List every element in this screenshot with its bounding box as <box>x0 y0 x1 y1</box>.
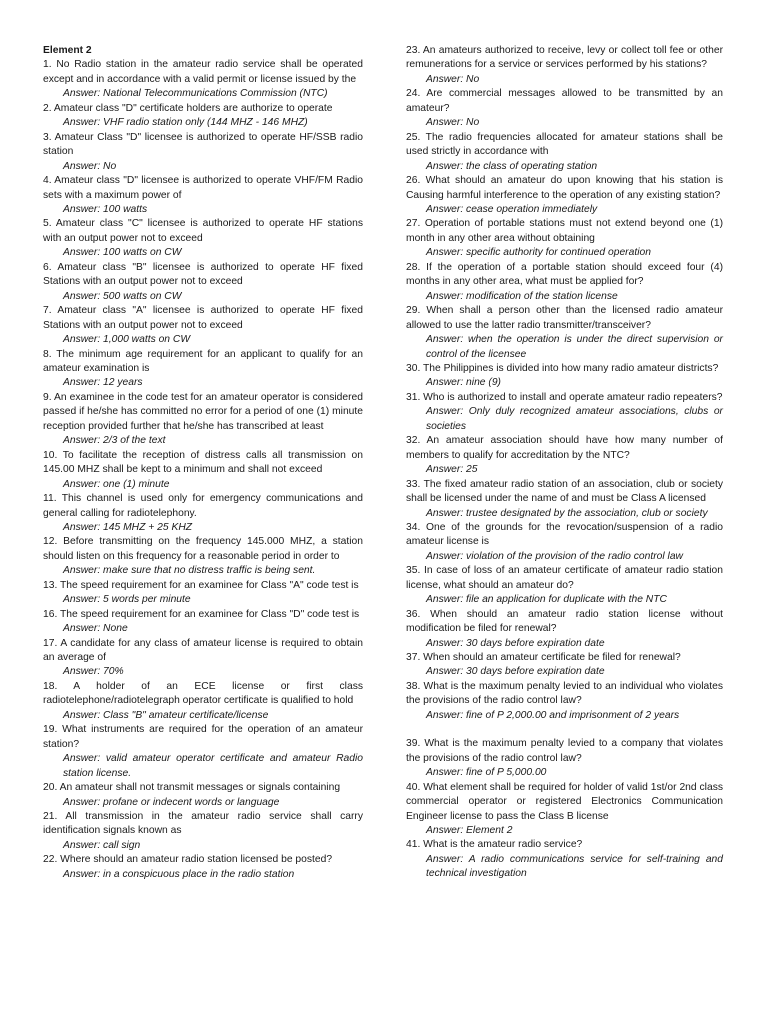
answer-text: Answer: 12 years <box>63 377 143 389</box>
qa-item <box>43 304 363 347</box>
answer-text: Answer: National Telecommunications Commission (NTC) <box>63 88 328 100</box>
question-text: 34. One of the grounds for the revocation/suspension of a radio amateur license is <box>406 521 723 548</box>
qa-item <box>406 838 723 881</box>
answer-text: Answer: trustee designated by the association, club or society <box>426 507 708 519</box>
answer-text: Answer: 70% <box>63 666 124 678</box>
question-text: 20. An amateur shall not transmit messages or signals containing <box>43 782 341 794</box>
qa-item <box>43 853 363 882</box>
answer-text: Answer: 145 MHZ + 25 KHZ <box>63 521 193 533</box>
answer-text: Answer: 100 watts on CW <box>63 247 182 259</box>
qa-item <box>43 449 363 492</box>
qa-item <box>406 304 723 362</box>
right-column <box>406 44 723 882</box>
question-text: 35. In case of loss of an amateur certificate of amateur radio station license, what should an amateur do? <box>406 565 723 591</box>
question-text: 27. Operation of portable stations must not extend beyond one (1) month in any other area without obtaining <box>406 218 723 244</box>
answer-text: Answer: in a conspicuous place in the radio station <box>63 868 295 880</box>
answer-text: Answer: cease operation immediately <box>426 203 598 215</box>
left-question-list <box>43 58 363 882</box>
question-text: 8. The minimum age requirement for an applicant to qualify for an amateur examination is <box>43 348 363 374</box>
qa-item <box>43 102 363 131</box>
question-text: 40. What element shall be required for holder of valid 1st/or 2nd class commercial operator or registered Electronics Communication Engineer license to pass the Class B license <box>406 781 723 822</box>
question-text: 19. What instruments are required for the operation of an amateur station? <box>43 724 363 750</box>
answer-text: Answer: fine of P 2,000.00 and imprisonment of 2 years <box>426 709 680 721</box>
qa-item <box>406 174 723 217</box>
qa-item <box>43 174 363 217</box>
answer-text: Answer: 30 days before expiration date <box>426 666 605 678</box>
answer-text: Answer: VHF radio station only (144 MHZ - 146 MHZ) <box>63 117 308 129</box>
right-question-list <box>406 44 723 882</box>
qa-item <box>43 608 363 637</box>
question-text: 29. When shall a person other than the licensed radio amateur allowed to use the latter radio transmitter/transceiver? <box>406 305 723 331</box>
answer-text: Answer: modification of the station license <box>426 290 618 302</box>
question-text: 1. No Radio station in the amateur radio service shall be operated except and in accordance with a valid permit or license issued by the <box>43 59 363 85</box>
question-text: 38. What is the maximum penalty levied to an individual who violates the provisions of the radio control law? <box>406 680 723 707</box>
question-text: 18. A holder of an ECE license or first class radiotelephone/radiotelegraph operator certificate is qualified to hold <box>43 680 363 707</box>
answer-text: Answer: specific authority for continued operation <box>426 247 651 259</box>
qa-item <box>406 391 723 434</box>
qa-item <box>406 478 723 521</box>
answer-text: Answer: A radio communications service for self-training and technical investigation <box>426 853 723 880</box>
answer-text: Answer: one (1) minute <box>63 478 170 490</box>
qa-item <box>43 781 363 810</box>
answer-text: Answer: Element 2 <box>426 825 513 837</box>
question-text: 21. All transmission in the amateur radio service shall carry identification signals known as <box>43 811 363 837</box>
qa-item <box>406 261 723 304</box>
answer-text: Answer: 30 days before expiration date <box>426 637 605 649</box>
qa-item <box>43 579 363 608</box>
qa-item <box>406 434 723 477</box>
qa-item <box>406 608 723 651</box>
question-text: 9. An examinee in the code test for an amateur operator is considered passed if he/she has committed no error for a period of one (1) minute reception provided further that he/she has transcribed at least <box>43 391 363 432</box>
qa-item <box>43 535 363 578</box>
page-title: Element 2 <box>43 45 92 56</box>
answer-text: Answer: 25 <box>426 464 478 476</box>
answer-text: Answer: when the operation is under the direct supervision or control of the licensee <box>426 334 723 360</box>
qa-item <box>43 637 363 680</box>
question-text: 7. Amateur class "A" licensee is authorized to operate HF fixed Stations with an output power not to exceed <box>43 305 363 331</box>
answer-text: Answer: 2/3 of the text <box>63 435 166 447</box>
question-text: 24. Are commercial messages allowed to be transmitted by an amateur? <box>406 88 723 114</box>
answer-text: Answer: 1,000 watts on CW <box>63 334 191 346</box>
answer-text: Answer: file an application for duplicate with the NTC <box>426 594 667 606</box>
answer-text: Answer: Class "B" amateur certificate/license <box>63 709 269 721</box>
qa-item <box>406 521 723 564</box>
qa-item <box>43 131 363 174</box>
question-text: 26. What should an amateur do upon knowing that his station is Causing harmful interference to the operation of any existing station? <box>406 175 723 201</box>
qa-item <box>406 564 723 607</box>
qa-item <box>406 217 723 260</box>
qa-item <box>43 810 363 853</box>
answer-text: Answer: 5 words per minute <box>63 594 191 606</box>
question-text: 33. The fixed amateur radio station of an association, club or society shall be licensed under the name of and must be Class A licensed <box>406 478 723 505</box>
qa-item <box>43 680 363 723</box>
qa-item <box>406 737 723 780</box>
qa-item <box>43 261 363 304</box>
answer-text: Answer: No <box>426 73 480 85</box>
qa-item <box>406 651 723 680</box>
question-text: 41. What is the amateur radio service? <box>406 839 583 851</box>
qa-item <box>406 44 723 87</box>
question-text: 28. If the operation of a portable station should exceed four (4) months in any other area, what must be applied for? <box>406 261 723 288</box>
question-text: 32. An amateur association should have how many number of members to qualify for accreditation by the NTC? <box>406 435 723 461</box>
qa-item <box>43 723 363 781</box>
question-text: 4. Amateur class "D" licensee is authorized to operate VHF/FM Radio sets with a maximum power of <box>43 175 363 201</box>
question-text: 5. Amateur class "C" licensee is authorized to operate HF stations with an output power not to exceed <box>43 218 363 244</box>
question-text: 22. Where should an amateur radio station licensed be posted? <box>43 854 333 866</box>
answer-text: Answer: profane or indecent words or language <box>63 796 280 808</box>
qa-item <box>406 362 723 391</box>
answer-text: Answer: 500 watts on CW <box>63 290 182 302</box>
qa-item <box>406 131 723 174</box>
question-text: 37. When should an amateur certificate be filed for renewal? <box>406 652 681 664</box>
answer-text: Answer: make sure that no distress traffic is being sent. <box>63 565 316 577</box>
question-text: 17. A candidate for any class of amateur license is required to obtain an average of <box>43 637 363 664</box>
question-text: 23. An amateurs authorized to receive, levy or collect toll fee or other remunerations for a service or services performed by his stations? <box>406 45 723 71</box>
answer-text: Answer: Only duly recognized amateur associations, clubs or societies <box>426 406 723 432</box>
qa-item <box>43 58 363 101</box>
qa-item <box>43 391 363 449</box>
answer-text: Answer: the class of operating station <box>426 160 598 172</box>
question-text: 3. Amateur Class "D" licensee is authorized to operate HF/SSB radio station <box>43 131 363 158</box>
question-text: 2. Amateur class "D" certificate holders are authorize to operate <box>43 102 333 114</box>
question-text: 16. The speed requirement for an examinee for Class "D" code test is <box>43 608 360 620</box>
question-text: 36. When should an amateur radio station license without modification be filed for renewal? <box>406 608 723 635</box>
question-text: 25. The radio frequencies allocated for amateur stations shall be used strictly in accordance with <box>406 131 723 158</box>
answer-text: Answer: No <box>63 160 117 172</box>
answer-text: Answer: nine (9) <box>426 377 501 389</box>
spacer <box>406 723 723 737</box>
qa-item <box>406 781 723 839</box>
answer-text: Answer: 100 watts <box>63 203 148 215</box>
qa-item <box>43 217 363 260</box>
question-text: 31. Who is authorized to install and operate amateur radio repeaters? <box>406 391 723 403</box>
qa-item <box>43 492 363 535</box>
answer-text: Answer: No <box>426 117 480 129</box>
answer-text: Answer: None <box>63 623 128 635</box>
question-text: 39. What is the maximum penalty levied to a company that violates the provisions of the radio control law? <box>406 738 723 764</box>
qa-item <box>406 87 723 130</box>
question-text: 10. To facilitate the reception of distress calls all transmission on 145.00 MHZ shall be kept to a minimum and shall not exceed <box>43 449 363 476</box>
question-text: 6. Amateur class "B" licensee is authorized to operate HF fixed Stations with an output power not to exceed <box>43 261 363 288</box>
question-text: 11. This channel is used only for emergency communications and general calling for radiotelephony. <box>43 493 363 519</box>
answer-text: Answer: call sign <box>63 839 141 851</box>
question-text: 12. Before transmitting on the frequency 145.000 MHZ, a station should listen on this frequency for a reasonable period in order to <box>43 536 363 562</box>
answer-text: Answer: fine of P 5,000.00 <box>426 767 547 779</box>
left-column <box>43 44 363 882</box>
answer-text: Answer: violation of the provision of the radio control law <box>426 550 683 562</box>
qa-item <box>43 348 363 391</box>
question-text: 13. The speed requirement for an examinee for Class "A" code test is <box>43 579 359 591</box>
qa-item <box>406 680 723 723</box>
answer-text: Answer: valid amateur operator certificate and amateur Radio station license. <box>63 753 363 779</box>
question-text: 30. The Philippines is divided into how many radio amateur districts? <box>406 362 719 374</box>
